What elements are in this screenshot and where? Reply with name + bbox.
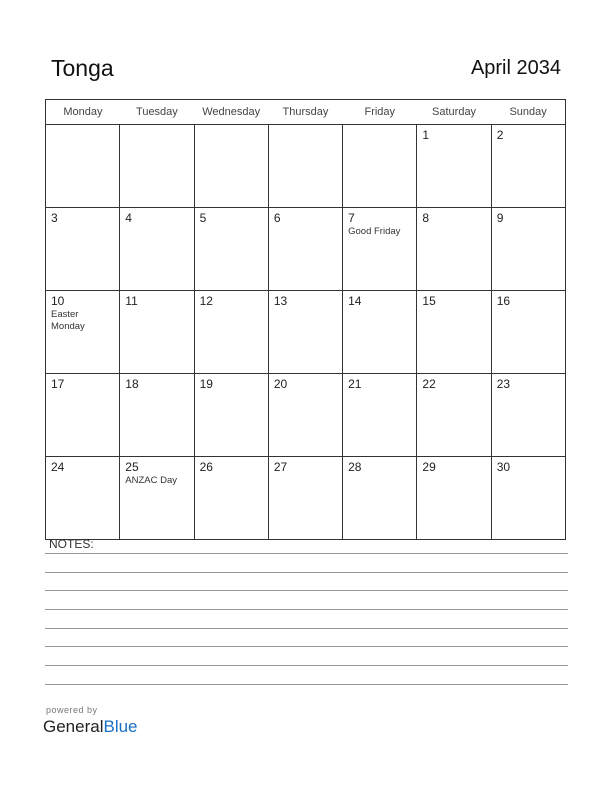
day-cell bbox=[194, 291, 268, 374]
day-cell bbox=[268, 291, 342, 374]
day-cell bbox=[46, 457, 120, 540]
day-number: 30 bbox=[496, 460, 511, 474]
day-number: 11 bbox=[125, 294, 138, 308]
day-number: 14 bbox=[348, 294, 362, 308]
day-number: 12 bbox=[199, 294, 213, 308]
day-cell bbox=[194, 374, 268, 457]
day-cell bbox=[268, 125, 342, 208]
month-year-title: April 2034 bbox=[470, 57, 561, 79]
day-number: 26 bbox=[199, 460, 213, 474]
day-cell bbox=[46, 374, 120, 457]
day-cell bbox=[46, 291, 120, 374]
week-row bbox=[46, 125, 566, 208]
week-row bbox=[46, 374, 566, 457]
day-cell bbox=[120, 291, 194, 374]
day-number: 20 bbox=[273, 377, 288, 391]
week-row bbox=[46, 291, 566, 374]
day-number: 4 bbox=[125, 211, 132, 225]
holiday-label: Good Friday bbox=[348, 226, 401, 237]
day-cell bbox=[268, 457, 342, 540]
week-row bbox=[46, 208, 566, 291]
day-cell bbox=[491, 374, 565, 457]
day-number: 22 bbox=[422, 377, 436, 391]
day-number: 13 bbox=[273, 294, 288, 308]
day-cell bbox=[120, 125, 194, 208]
day-number: 17 bbox=[51, 377, 65, 391]
day-cell bbox=[491, 291, 565, 374]
day-cell bbox=[120, 208, 194, 291]
day-number: 7 bbox=[348, 211, 355, 225]
day-number: 25 bbox=[125, 460, 139, 474]
notes-line bbox=[45, 590, 568, 591]
notes-line bbox=[45, 609, 568, 610]
holiday-label: Easter Monday bbox=[51, 309, 85, 332]
day-number: 19 bbox=[199, 377, 213, 391]
calendar-grid bbox=[45, 99, 566, 540]
day-cell bbox=[46, 208, 120, 291]
day-cell bbox=[343, 208, 417, 291]
day-number: 21 bbox=[348, 377, 362, 391]
day-cell bbox=[417, 457, 491, 540]
weekday-header: Monday bbox=[46, 100, 120, 125]
day-cell bbox=[268, 374, 342, 457]
day-cell bbox=[343, 374, 417, 457]
day-number: 2 bbox=[496, 128, 504, 142]
day-cell bbox=[343, 457, 417, 540]
day-cell bbox=[46, 125, 120, 208]
day-number: 6 bbox=[273, 211, 281, 225]
day-cell bbox=[194, 208, 268, 291]
weekday-header: Saturday bbox=[417, 100, 491, 125]
week-row bbox=[46, 457, 566, 540]
day-number: 9 bbox=[496, 211, 504, 225]
day-number: 29 bbox=[422, 460, 436, 474]
holiday-label: ANZAC Day bbox=[125, 475, 178, 486]
day-cell bbox=[491, 125, 565, 208]
country-title: Tonga bbox=[51, 55, 114, 81]
day-cell bbox=[120, 374, 194, 457]
day-cell bbox=[268, 208, 342, 291]
day-number: 10 bbox=[51, 294, 65, 308]
day-cell bbox=[491, 208, 565, 291]
day-cell bbox=[343, 291, 417, 374]
day-cell bbox=[120, 457, 194, 540]
notes-line bbox=[45, 553, 568, 554]
day-cell bbox=[417, 374, 491, 457]
day-cell bbox=[491, 457, 565, 540]
weekday-header: Friday bbox=[343, 100, 417, 125]
day-number: 28 bbox=[348, 460, 362, 474]
weekday-header: Thursday bbox=[268, 100, 342, 125]
notes-line bbox=[45, 646, 568, 647]
notes-line bbox=[45, 684, 568, 685]
day-cell bbox=[417, 208, 491, 291]
day-number: 5 bbox=[199, 211, 207, 225]
day-cell bbox=[194, 125, 268, 208]
notes-line bbox=[45, 628, 568, 629]
day-cell bbox=[343, 125, 417, 208]
notes-line bbox=[45, 665, 568, 666]
day-number: 1 bbox=[422, 128, 430, 142]
day-cell bbox=[417, 125, 491, 208]
day-number: 18 bbox=[125, 377, 139, 391]
day-number: 3 bbox=[51, 211, 58, 225]
day-number: 15 bbox=[422, 294, 436, 308]
powered-by-text: powered by bbox=[46, 705, 98, 715]
weekday-header-row bbox=[46, 100, 566, 125]
brand-blue: Blue bbox=[103, 717, 138, 736]
day-number: 8 bbox=[422, 211, 430, 225]
day-number: 23 bbox=[496, 377, 511, 391]
day-cell bbox=[417, 291, 491, 374]
day-number: 27 bbox=[273, 460, 288, 474]
notes-label: NOTES: bbox=[49, 537, 94, 551]
weekday-header: Tuesday bbox=[120, 100, 194, 125]
weekday-header: Wednesday bbox=[194, 100, 268, 125]
notes-line bbox=[45, 572, 568, 573]
brand-general: General bbox=[43, 717, 104, 736]
day-number: 24 bbox=[51, 460, 65, 474]
generalblue-logo bbox=[43, 717, 138, 737]
weekday-header: Sunday bbox=[491, 100, 565, 125]
day-cell bbox=[194, 457, 268, 540]
day-number: 16 bbox=[496, 294, 511, 308]
